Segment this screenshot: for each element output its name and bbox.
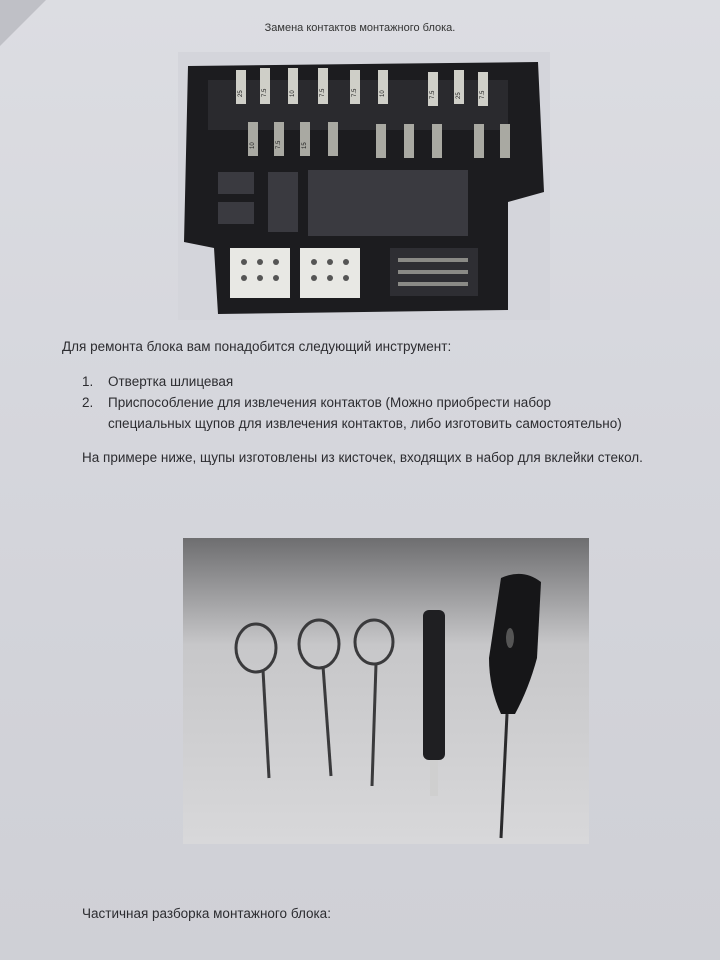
list-item — [82, 373, 622, 391]
example-paragraph: На примере ниже, щупы изготовлены из кисточек, входящих в набор для вклейки стекол. — [82, 450, 643, 465]
list-item — [82, 394, 622, 433]
fuse-label: 25 — [456, 92, 462, 99]
list-item-text: Приспособление для извлечения контактов (Можно приобрести набор — [108, 395, 552, 411]
list-item-number: 2. — [82, 395, 94, 411]
fuse-label: 10 — [290, 90, 296, 97]
section-heading: Частичная разборка монтажного блока: — [82, 906, 331, 921]
fuse-label: 10 — [380, 90, 386, 97]
fuse-block-photo — [178, 52, 550, 320]
fuse-label: 7.5 — [262, 88, 268, 97]
list-item-number: 1. — [82, 374, 94, 389]
fuse-label: 15 — [302, 142, 308, 149]
tools-intro: Для ремонта блока вам понадобится следующий инструмент: — [62, 339, 452, 354]
fuse-label: 10 — [250, 142, 256, 149]
fuse-label: 7.5 — [430, 90, 436, 99]
tools-list — [82, 373, 622, 437]
document-title: Замена контактов монтажного блока. — [264, 22, 456, 34]
fuse-label: 7.5 — [352, 88, 358, 97]
fuse-label: 7.5 — [276, 140, 282, 149]
tools-photo — [183, 538, 589, 844]
list-item-continuation: специальных щупов для извлечения контактов, либо изготовить самостоятельно) — [108, 416, 622, 432]
list-item-text: Отвертка шлицевая — [108, 374, 234, 389]
fuse-label: 7.5 — [480, 90, 486, 99]
fuse-label: 7.5 — [320, 88, 326, 97]
fuse-label: 25 — [238, 90, 244, 97]
